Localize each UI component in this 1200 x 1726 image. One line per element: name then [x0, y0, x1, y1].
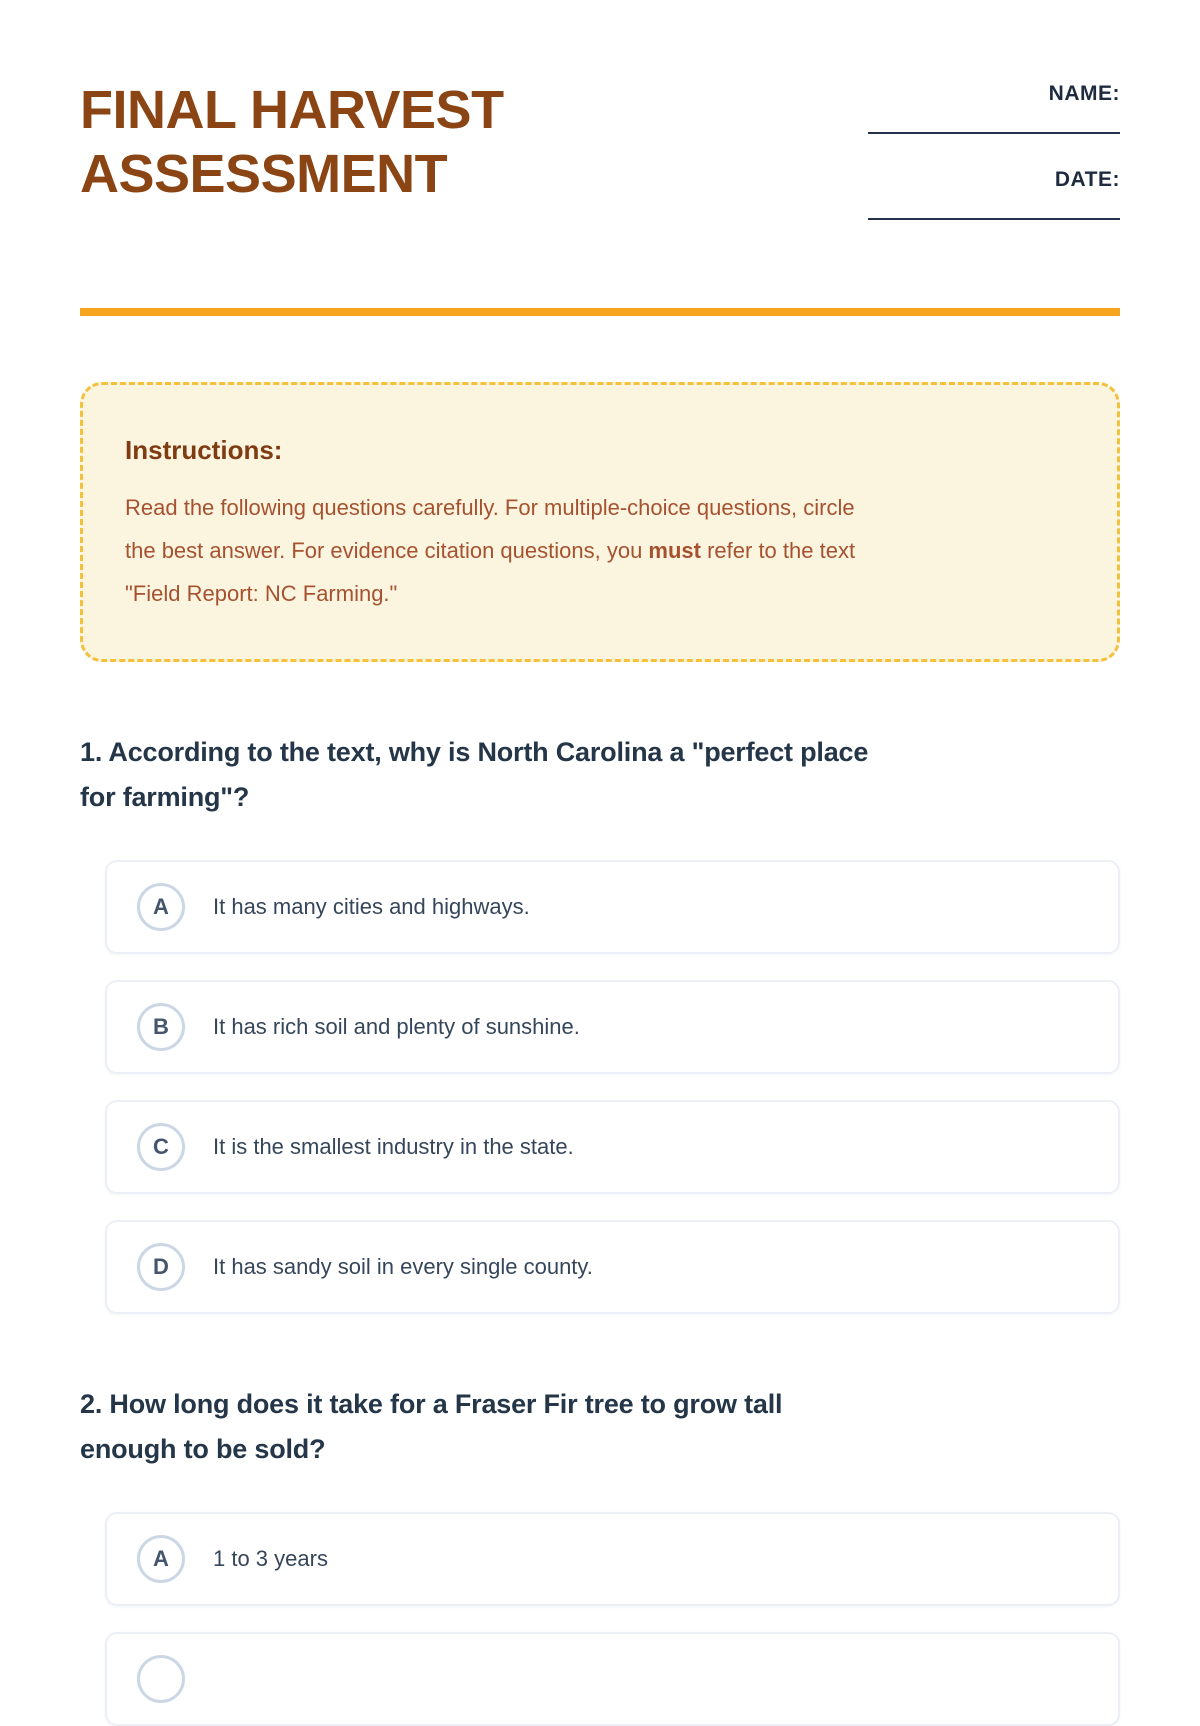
- question-1-heading: 1. According to the text, why is North Carolina a "perfect place for farming"?: [80, 737, 869, 812]
- option-label: It has rich soil and plenty of sunshine.: [213, 1014, 580, 1039]
- instructions-line: "Field Report: NC Farming.": [125, 581, 398, 606]
- option-letter-badge: [137, 1655, 185, 1703]
- header: [80, 78, 1120, 254]
- instructions-box: [80, 382, 1120, 662]
- question-2-option-a[interactable]: [105, 1512, 1120, 1606]
- question-2-heading: 2. How long does it take for a Fraser Fir tree to grow tall enough to be sold?: [80, 1389, 783, 1464]
- option-letter-badge: A: [137, 1535, 185, 1583]
- question-1-option-a[interactable]: [105, 860, 1120, 954]
- option-label: 1 to 3 years: [213, 1546, 328, 1571]
- question-1-option-d[interactable]: [105, 1220, 1120, 1314]
- question-1-option-b[interactable]: [105, 980, 1120, 1074]
- date-write-line[interactable]: [868, 218, 1120, 220]
- option-letter-badge: B: [137, 1003, 185, 1051]
- option-letter-badge: C: [137, 1123, 185, 1171]
- name-field: [868, 82, 1120, 134]
- option-label: It has many cities and highways.: [213, 894, 530, 919]
- instructions-line: the best answer. For evidence citation questions, you must refer to the text: [125, 538, 856, 563]
- option-letter-badge: D: [137, 1243, 185, 1291]
- instructions-line: Read the following questions carefully. For multiple-choice questions, circle: [125, 495, 855, 520]
- question-1-options: [105, 860, 1120, 1314]
- question-2: [80, 1382, 1120, 1726]
- question-1-option-c[interactable]: [105, 1100, 1120, 1194]
- page-title: FINAL HARVEST ASSESSMENT: [80, 80, 504, 204]
- name-date-block: [868, 78, 1120, 254]
- option-label: It has sandy soil in every single county.: [213, 1254, 593, 1279]
- option-label: It is the smallest industry in the state.: [213, 1134, 574, 1159]
- date-field: [868, 168, 1120, 220]
- name-label: NAME:: [1048, 82, 1120, 105]
- instructions-heading: Instructions:: [125, 435, 283, 465]
- date-label: DATE:: [1054, 168, 1120, 191]
- instructions-text: [125, 486, 1055, 615]
- option-letter-badge: A: [137, 883, 185, 931]
- name-write-line[interactable]: [868, 132, 1120, 134]
- question-2-option-b[interactable]: [105, 1632, 1120, 1726]
- question-2-options: [105, 1512, 1120, 1726]
- divider-rule: [80, 308, 1120, 316]
- question-1: [80, 730, 1120, 1314]
